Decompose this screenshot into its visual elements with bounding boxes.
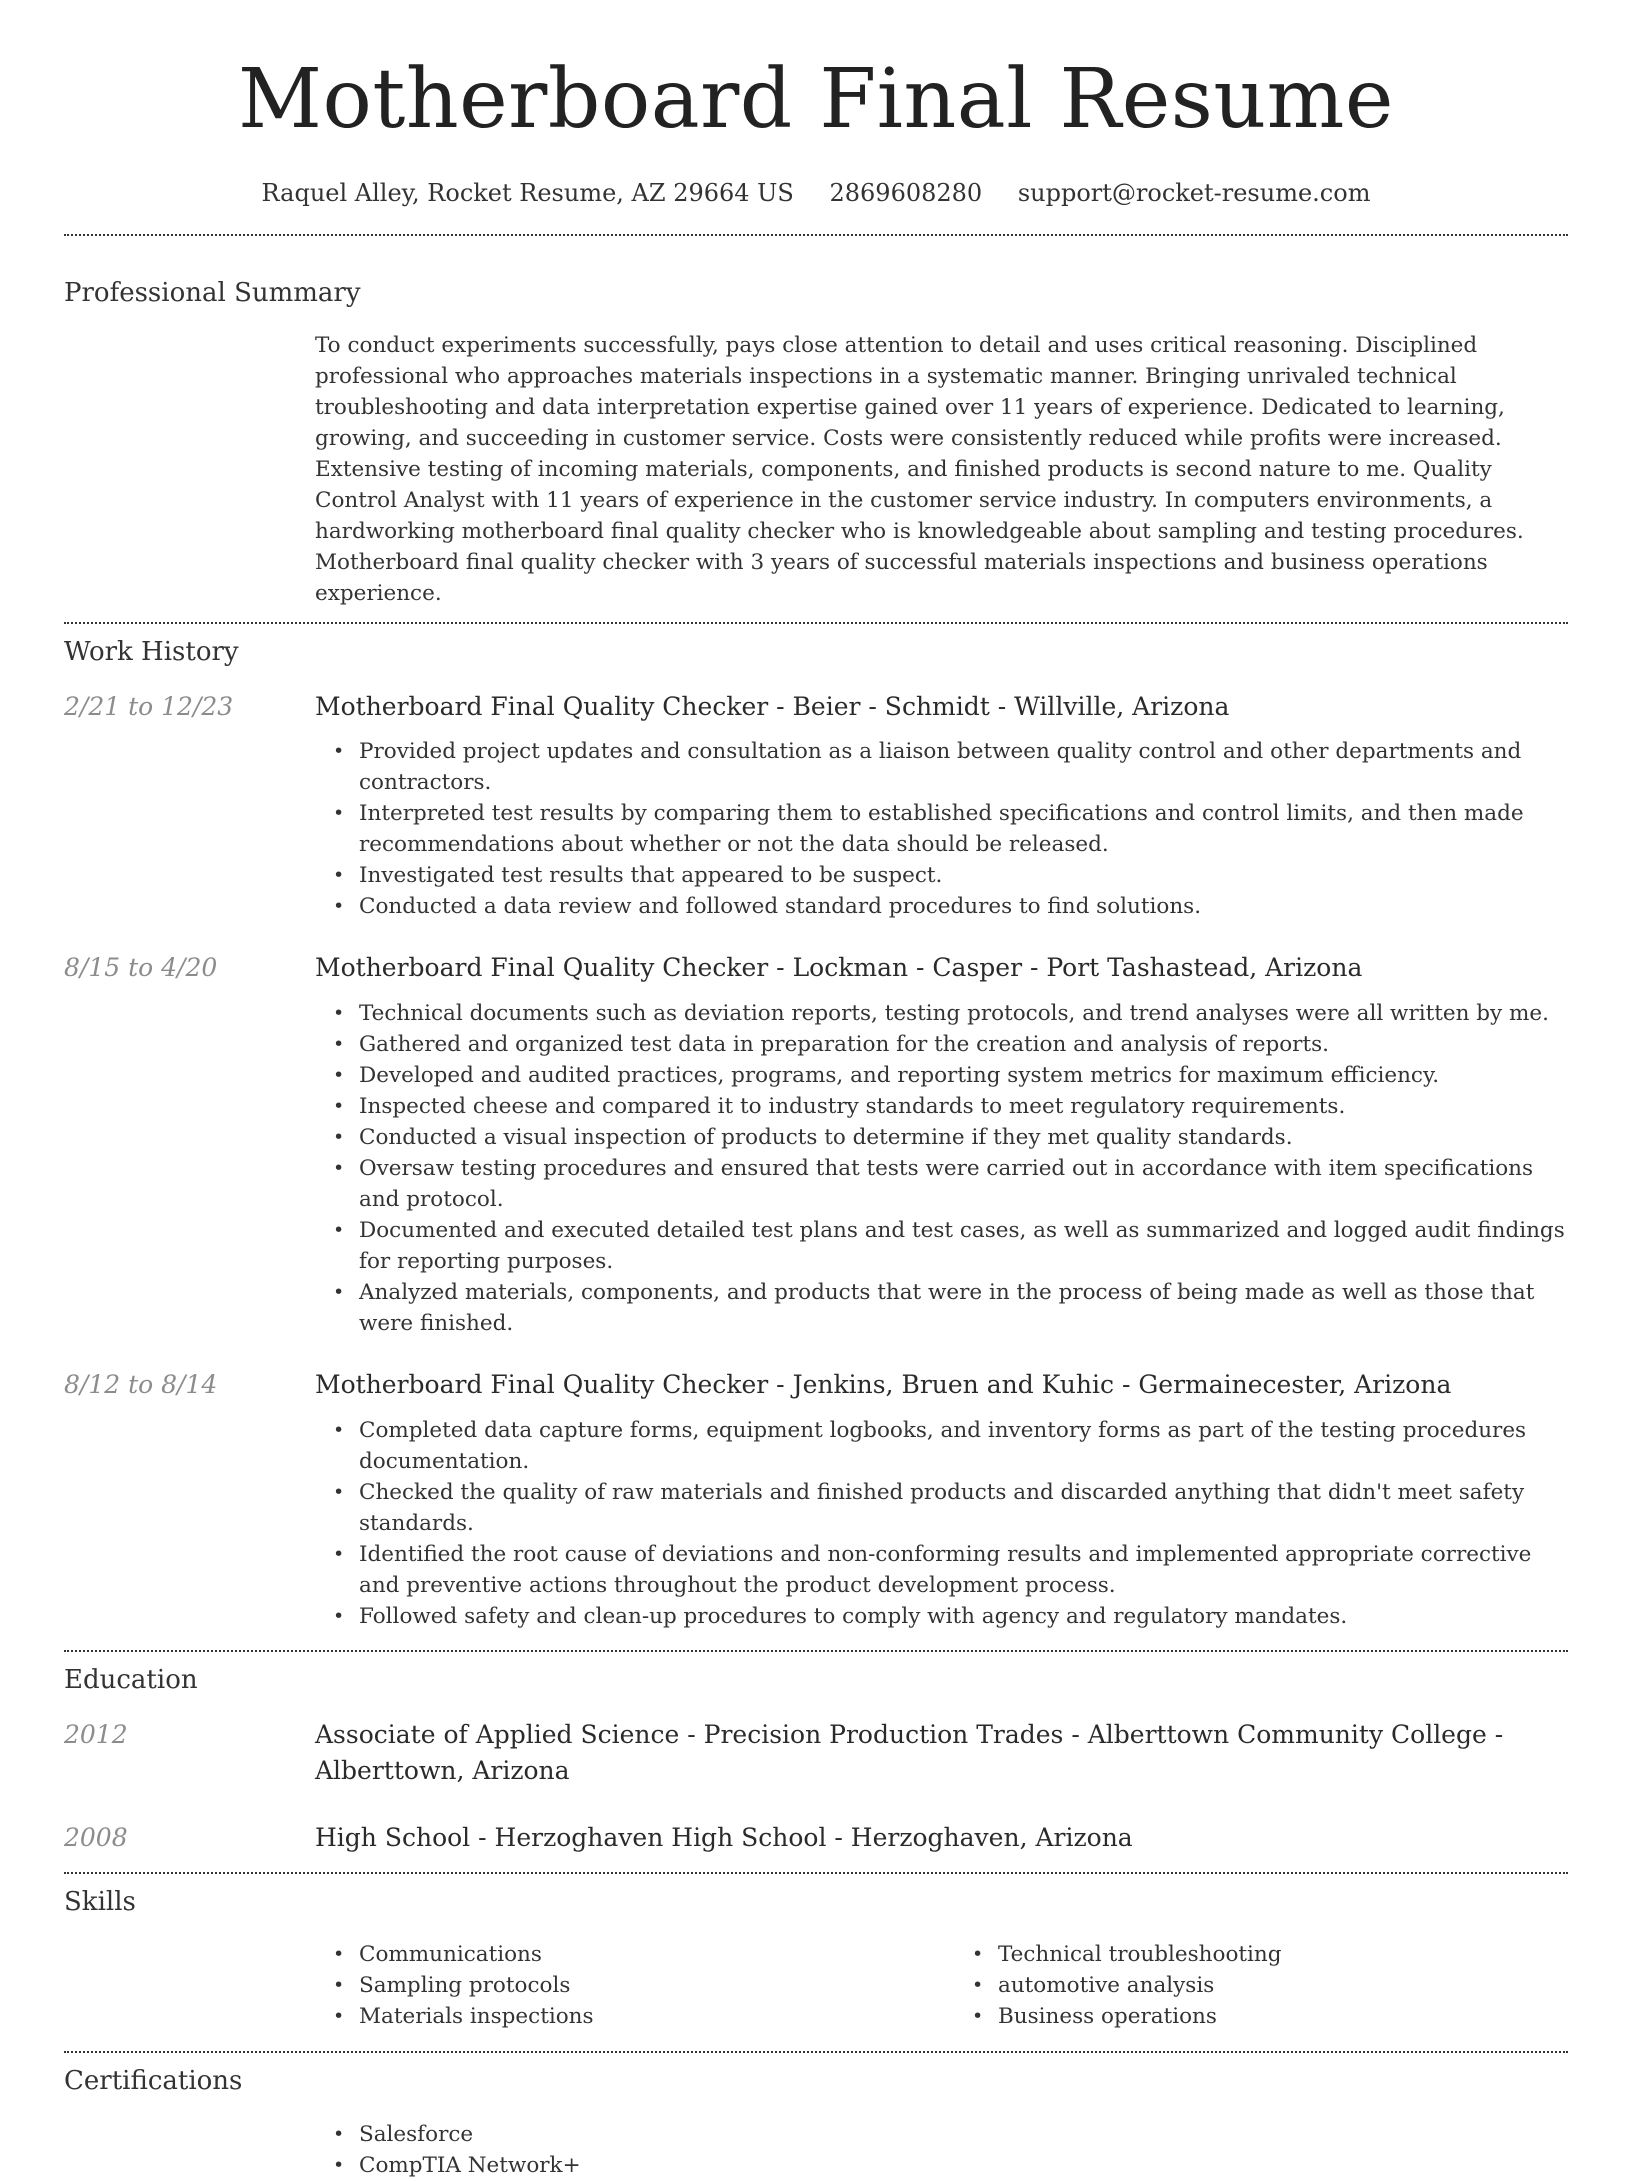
list-item: • Technical documents such as deviation reports, testing protocols, and trend analyses were all written by me. bbox=[359, 998, 1568, 1029]
job-entry bbox=[64, 689, 1568, 922]
list-item: • Completed data capture forms, equipment logbooks, and inventory forms as part of the testing procedures documentation. bbox=[359, 1415, 1568, 1477]
education-detail: Associate of Applied Science - Precision Production Trades - Alberttown Community College - Alberttown, Arizona bbox=[315, 1720, 1504, 1785]
section-heading-education: Education bbox=[64, 1665, 198, 1695]
list-item: • Business operations bbox=[998, 2001, 1318, 2032]
job-entry bbox=[64, 950, 1568, 1339]
job-dates: 2/21 to 12/23 bbox=[64, 692, 234, 721]
resume-title: Motherboard Final Resume bbox=[238, 52, 1394, 147]
section-heading-certifications: Certifications bbox=[64, 2066, 243, 2096]
job-entry bbox=[64, 1367, 1568, 1632]
list-item: • automotive analysis bbox=[998, 1970, 1318, 2001]
list-item: • Sampling protocols bbox=[359, 1970, 679, 2001]
list-item: • CompTIA Network+ bbox=[359, 2150, 1568, 2181]
section-divider bbox=[64, 622, 1568, 624]
list-item: • Checked the quality of raw materials and finished products and discarded anything that didn't meet safety standards. bbox=[359, 1477, 1568, 1539]
list-item: • Oversaw testing procedures and ensured that tests were carried out in accordance with item specifications and protocol. bbox=[359, 1153, 1568, 1215]
job-title: Motherboard Final Quality Checker - Jenkins, Bruen and Kuhic - Germainecester, Arizona bbox=[315, 1370, 1452, 1399]
list-item: • Developed and audited practices, programs, and reporting system metrics for maximum efficiency. bbox=[359, 1060, 1568, 1091]
contact-email: support@rocket-resume.com bbox=[1017, 179, 1371, 207]
list-item: • Materials inspections bbox=[359, 2001, 679, 2032]
section-heading-summary: Professional Summary bbox=[64, 278, 361, 308]
list-item: • Gathered and organized test data in preparation for the creation and analysis of reports. bbox=[359, 1029, 1568, 1060]
section-divider bbox=[64, 234, 1568, 236]
skills-column-right bbox=[679, 1939, 1318, 2032]
resume-page bbox=[64, 0, 1568, 2181]
education-detail: High School - Herzoghaven High School - Herzoghaven, Arizona bbox=[315, 1823, 1133, 1852]
list-item: • Followed safety and clean-up procedures to comply with agency and regulatory mandates. bbox=[359, 1601, 1568, 1632]
list-item: • Technical troubleshooting bbox=[998, 1939, 1318, 1970]
list-item: • Identified the root cause of deviations and non-conforming results and implemented appropriate corrective and preventive actions throughout the product development process. bbox=[359, 1539, 1568, 1601]
certifications-list bbox=[64, 2119, 1568, 2181]
job-bullets bbox=[64, 736, 1568, 922]
contact-phone: 2869608280 bbox=[829, 179, 983, 207]
education-entry bbox=[64, 1717, 1568, 1789]
job-dates: 8/12 to 8/14 bbox=[64, 1370, 218, 1399]
education-year: 2008 bbox=[64, 1823, 128, 1852]
section-divider bbox=[64, 1872, 1568, 1874]
list-item: • Analyzed materials, components, and products that were in the process of being made as well as those that were finished. bbox=[359, 1277, 1568, 1339]
skills-list bbox=[64, 1939, 1568, 2032]
list-item: • Interpreted test results by comparing them to established specifications and control limits, and then made recommendations about whether or not the data should be released. bbox=[359, 798, 1568, 860]
section-heading-work-history: Work History bbox=[64, 637, 239, 667]
section-heading-skills: Skills bbox=[64, 1887, 136, 1917]
job-bullets bbox=[64, 998, 1568, 1339]
job-title: Motherboard Final Quality Checker - Lockman - Casper - Port Tashastead, Arizona bbox=[315, 953, 1363, 982]
list-item: • Conducted a visual inspection of products to determine if they met quality standards. bbox=[359, 1122, 1568, 1153]
contact-line bbox=[64, 178, 1568, 208]
contact-address: Raquel Alley, Rocket Resume, AZ 29664 US bbox=[261, 179, 794, 207]
education-entry bbox=[64, 1820, 1568, 1856]
skills-column-left bbox=[64, 1939, 679, 2032]
list-item: • Communications bbox=[359, 1939, 679, 1970]
section-divider bbox=[64, 1650, 1568, 1652]
list-item: • Investigated test results that appeared to be suspect. bbox=[359, 860, 1568, 891]
job-bullets bbox=[64, 1415, 1568, 1632]
list-item: • Conducted a data review and followed standard procedures to find solutions. bbox=[359, 891, 1568, 922]
list-item: • Documented and executed detailed test plans and test cases, as well as summarized and logged audit findings for reporting purposes. bbox=[359, 1215, 1568, 1277]
job-dates: 8/15 to 4/20 bbox=[64, 953, 218, 982]
list-item: • Provided project updates and consultation as a liaison between quality control and other departments and contractors. bbox=[359, 736, 1568, 798]
education-year: 2012 bbox=[64, 1720, 128, 1749]
list-item: • Salesforce bbox=[359, 2119, 1568, 2150]
job-title: Motherboard Final Quality Checker - Beier - Schmidt - Willville, Arizona bbox=[315, 692, 1230, 721]
summary-text: To conduct experiments successfully, pays close attention to detail and uses critical reasoning. Disciplined professional who approaches materials inspections in a systematic manner. Bringing unrivaled technical troubleshooting and data interpretation expertise gained over 11 years of experience. Dedicated to learning, growing, and succeeding in customer service. Costs were consistently reduced while profits were increased. Extensive testing of incoming materials, components, and finished products is second nature to me. Quality Control Analyst with 11 years of experience in the customer service industry. In computers environments, a hardworking motherboard final quality checker who is knowledgeable about sampling and testing procedures. Motherboard final quality checker with 3 years of successful materials inspections and business operations experience. bbox=[315, 333, 1524, 606]
list-item: • Inspected cheese and compared it to industry standards to meet regulatory requirements. bbox=[359, 1091, 1568, 1122]
section-divider bbox=[64, 2051, 1568, 2053]
